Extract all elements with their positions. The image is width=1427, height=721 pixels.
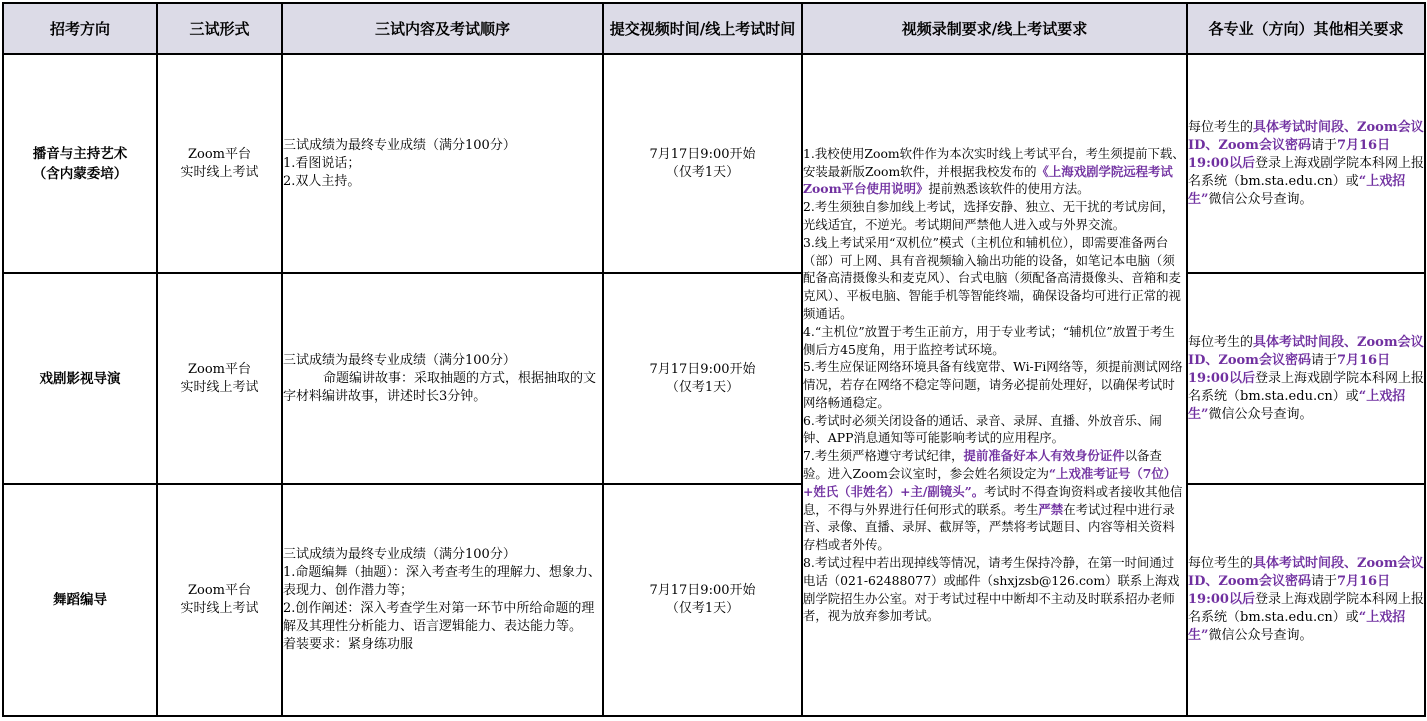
content-line: 2.双人主持。 bbox=[283, 173, 361, 189]
direction-name: 戏剧影视导演 bbox=[39, 370, 121, 387]
other-text: 请于 bbox=[1310, 352, 1337, 368]
form-cell bbox=[157, 484, 282, 716]
header-row bbox=[3, 3, 1425, 54]
other-highlight: 7月16日19:00以后 bbox=[1188, 137, 1391, 171]
other-highlight: 7月16日19:00以后 bbox=[1188, 574, 1391, 607]
form-platform: Zoom平台 bbox=[187, 146, 251, 162]
direction-name: 舞蹈编导 bbox=[53, 592, 107, 608]
form-platform: Zoom平台 bbox=[187, 583, 251, 598]
direction-cell bbox=[3, 54, 157, 273]
requirement-item: 5.考生应保证网络环境具备有线宽带、Wi-Fi网络等，须提前测试网络情况，若存在网络不稳定等问题，请务必提前处理好，以确保考试时网络畅通稳定。 bbox=[803, 359, 1183, 410]
header-requirements: 视频录制要求/线上考试要求 bbox=[802, 3, 1187, 54]
requirement-item: 3.线上考试采用“双机位”模式（主机位和辅机位），即需要准备两台（部）可上网、具有音视频输入输出功能的设备，如笔记本电脑（须配备高清摄像头和麦克风）、台式电脑（须配备高清摄像头、音箱和麦克风）、平板电脑、智能手机等智能终端，确保设备均可进行正常的视频通话。 bbox=[803, 234, 1181, 321]
form-mode: 实时线上考试 bbox=[180, 164, 259, 180]
content-cell bbox=[282, 273, 603, 484]
requirements-cell bbox=[802, 54, 1187, 716]
time-start: 7月17日9:00开始 bbox=[649, 583, 756, 598]
requirement-highlight: 提前准备好本人有效身份证件 bbox=[963, 448, 1125, 464]
header-direction: 招考方向 bbox=[3, 3, 157, 54]
time-cell bbox=[603, 484, 802, 716]
requirement-text: 在考试过程中进行录音、录像、直播、录屏、截屏等，严禁将考试题目、内容等相关资料存档或者外传。 bbox=[803, 501, 1175, 553]
requirement-text: 考试时不得查询资料或者接收其他信息，不得与外界进行任何形式的联系。考生 bbox=[803, 483, 1183, 517]
other-text: 登录上海戏剧学院本科网上报名系统（bm.sta.edu.cn）或 bbox=[1188, 155, 1424, 189]
other-text: 登录上海戏剧学院本科网上报名系统（bm.sta.edu.cn）或 bbox=[1188, 370, 1424, 404]
other-text: 登录上海戏剧学院本科网上报名系统（bm.sta.edu.cn）或 bbox=[1188, 592, 1424, 625]
other-highlight: 具体考试时间段、Zoom会议ID、Zoom会议密码 bbox=[1188, 119, 1424, 153]
form-cell bbox=[157, 273, 282, 484]
other-highlight: “上戏招生” bbox=[1188, 610, 1406, 643]
other-highlight: 具体考试时间段、Zoom会议ID、Zoom会议密码 bbox=[1188, 334, 1424, 368]
other-highlight: 具体考试时间段、Zoom会议ID、Zoom会议密码 bbox=[1188, 556, 1424, 589]
other-text: 微信公众号查询。 bbox=[1208, 628, 1313, 643]
content-cell bbox=[282, 54, 603, 273]
requirement-text: 以备查验。进入Zoom会议室时，参会姓名须设定为 bbox=[803, 448, 1162, 482]
content-line: 三试成绩为最终专业成绩（满分100分） bbox=[283, 352, 516, 368]
other-text: 每位考生的 bbox=[1188, 119, 1254, 135]
requirement-item: 4.“主机位”放置于考生正前方，用于专业考试；“辅机位”放置于考生侧后方45度角，用于监控考试环境。 bbox=[803, 323, 1175, 357]
header-form: 三试形式 bbox=[157, 3, 282, 54]
requirement-highlight: “上戏准考证号（7位）+姓氏（非姓名）+主/副镜头”。 bbox=[803, 466, 1177, 499]
requirement-text: 1.我校使用Zoom软件作为本次实时线上考试平台，考生须提前下载、安装最新版Zoom软件，并根据我校发布的 bbox=[803, 145, 1185, 179]
requirement-text: 提前熟悉该软件的使用方法。 bbox=[928, 181, 1090, 197]
content-line: 命题编讲故事：采取抽题的方式，根据抽取的文字材料编讲故事，讲述时长3分钟。 bbox=[283, 370, 597, 404]
other-cell bbox=[1187, 273, 1425, 484]
other-highlight: “上戏招生” bbox=[1188, 173, 1406, 207]
direction-note: （含内蒙委培） bbox=[32, 165, 128, 182]
exam-requirements-table bbox=[2, 2, 1426, 717]
table-row bbox=[3, 54, 1425, 273]
form-cell bbox=[157, 54, 282, 273]
table-row bbox=[3, 484, 1425, 716]
other-text: 微信公众号查询。 bbox=[1208, 191, 1313, 207]
form-mode: 实时线上考试 bbox=[180, 601, 259, 616]
direction-cell bbox=[3, 273, 157, 484]
other-highlight: 7月16日19:00以后 bbox=[1188, 352, 1391, 386]
time-start: 7月17日9:00开始 bbox=[649, 146, 756, 162]
content-line: 1.看图说话； bbox=[283, 155, 361, 171]
time-start: 7月17日9:00开始 bbox=[649, 361, 756, 377]
table-row bbox=[3, 273, 1425, 484]
requirement-item bbox=[803, 447, 1186, 554]
time-note: （仅考1天） bbox=[665, 379, 740, 395]
requirement-item: 2.考生须独自参加线上考试，选择安静、独立、无干扰的考试房间，光线适宜，不逆光。考试期间严禁他人进入或与外界交流。 bbox=[803, 199, 1175, 232]
other-text: 每位考生的 bbox=[1188, 334, 1254, 350]
other-cell bbox=[1187, 484, 1425, 716]
content-line: 2.创作阐述：深入考查学生对第一环节中所给命题的理解及其理性分析能力、语言逻辑能力、表达能力等。 bbox=[283, 601, 595, 634]
content-line: 1.命题编舞（抽题）：深入考查考生的理解力、想象力、表现力、创作潜力等； bbox=[283, 565, 601, 598]
direction-cell bbox=[3, 484, 157, 716]
content-line: 三试成绩为最终专业成绩（满分100分） bbox=[283, 137, 516, 153]
form-platform: Zoom平台 bbox=[187, 361, 251, 377]
requirement-item: 8.考试过程中若出现掉线等情况，请考生保持冷静，在第一时间通过电话（021-62488077）或邮件（shxjzsb@126.com）联系上海戏剧学院招生办公室。对于考试过程中中断却不主动及时联系招办老师者，视为放弃参加考试。 bbox=[803, 555, 1180, 624]
requirement-text: 7.考生须严格遵守考试纪律， bbox=[803, 448, 964, 464]
header-content: 三试内容及考试顺序 bbox=[282, 3, 603, 54]
direction-name: 播音与主持艺术 bbox=[32, 145, 128, 162]
other-text: 每位考生的 bbox=[1188, 556, 1254, 571]
other-text: 请于 bbox=[1310, 574, 1337, 589]
requirement-item bbox=[803, 145, 1186, 198]
other-text: 微信公众号查询。 bbox=[1208, 406, 1313, 422]
content-line: 三试成绩为最终专业成绩（满分100分） bbox=[283, 547, 516, 562]
time-note: （仅考1天） bbox=[665, 601, 740, 616]
requirement-highlight: 《上海戏剧学院远程考试Zoom平台使用说明》 bbox=[803, 163, 1173, 197]
content-line: 着装要求：紧身练功服 bbox=[283, 637, 414, 652]
header-time: 提交视频时间/线上考试时间 bbox=[603, 3, 802, 54]
time-cell bbox=[603, 273, 802, 484]
content-cell bbox=[282, 484, 603, 716]
header-other: 各专业（方向）其他相关要求 bbox=[1187, 3, 1425, 54]
time-note: （仅考1天） bbox=[665, 164, 740, 180]
other-highlight: “上戏招生” bbox=[1188, 388, 1406, 422]
form-mode: 实时线上考试 bbox=[180, 379, 259, 395]
other-cell bbox=[1187, 54, 1425, 273]
requirement-highlight: 严禁 bbox=[1038, 501, 1064, 517]
time-cell bbox=[603, 54, 802, 273]
other-text: 请于 bbox=[1310, 137, 1337, 153]
requirement-item: 6.考试时必须关闭设备的通话、录音、录屏、直播、外放音乐、闹钟、APP消息通知等可能影响考试的应用程序。 bbox=[803, 412, 1162, 446]
